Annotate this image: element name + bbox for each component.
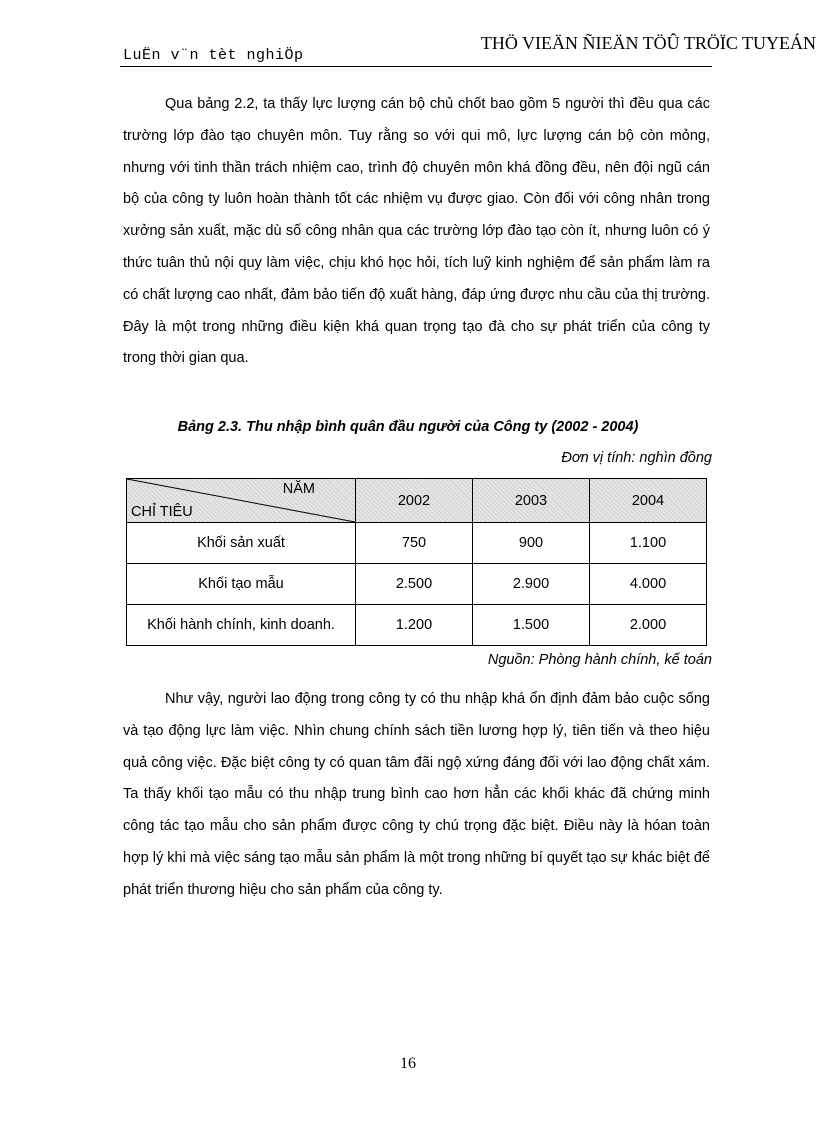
table-unit: Đơn vị tính: nghìn đồng: [561, 450, 712, 466]
page-number: 16: [400, 1055, 416, 1072]
table-cell: 1.500: [473, 605, 590, 646]
table-cell: 4.000: [590, 564, 707, 605]
year-header-2004: 2004: [590, 479, 707, 523]
table-cell: 2.900: [473, 564, 590, 605]
table-cell: 1.100: [590, 523, 707, 564]
table-cell: 2.500: [356, 564, 473, 605]
year-header-2002: 2002: [356, 479, 473, 523]
table-cell: 1.200: [356, 605, 473, 646]
paragraph-intro: Qua bảng 2.2, ta thấy lực lượng cán bộ chủ chốt bao gồm 5 người thì đều qua các trường lớp đào tạo chuyên môn. Tuy rằng so với qui mô, lực lượng cán bộ còn mỏng, nhưng với tinh thần trách nhiệm cao, trình độ chuyên môn khá đồng đều, nên đội ngũ cán bộ của công ty luôn hoàn thành tốt các nhiệm vụ được giao. Còn đối với công nhân trong xưởng sản xuất, mặc dù số công nhân qua các trường lớp đào tạo còn ít, nhưng luôn có ý thức tuân thủ nội quy làm việc, chịu khó học hỏi, tích luỹ kinh nghiệm để sản phẩm làm ra có chất lượng cao nhất, đảm bảo tiến độ xuất hàng, đáp ứng được nhu cầu của thị trường. Đây là một trong những điều kiện khá quan trọng tạo đà cho sự phát triển của công ty trong thời gian qua.: [123, 96, 710, 367]
row-label: Khối hành chính, kinh doanh.: [127, 605, 356, 646]
table-source: Nguồn: Phòng hành chính, kế toán: [487, 652, 712, 668]
table-cell: 750: [356, 523, 473, 564]
running-header-left: LuËn v¨n tèt nghiÖp: [123, 47, 304, 64]
corner-label-indicator: CHỈ TIÊU: [131, 504, 193, 520]
header-rule: [120, 66, 712, 67]
table-row: [127, 605, 707, 646]
table-corner-cell: [127, 479, 356, 523]
paragraph-conclusion: Như vậy, người lao động trong công ty có thu nhập khá ổn định đảm bảo cuộc sống và tạo động lực làm việc. Nhìn chung chính sách tiền lương hợp lý, tiên tiến và theo hiệu quả công việc. Đặc biệt công ty có quan tâm đãi ngộ xứng đáng đối với lao động chất xám. Ta thấy khối tạo mẫu có thu nhập trung bình cao hơn hẳn các khối khác đã chứng minh công tác tạo mẫu cho sản phẩm được công ty chú trọng đặc biệt. Điều này là hóan toàn hợp lý khi mà việc sáng tạo mẫu sản phẩm là một trong những bí quyết tạo sự khác biệt để phát triển thương hiệu cho sản phẩm của công ty.: [123, 691, 710, 898]
row-label: Khối tạo mẫu: [127, 564, 356, 605]
row-label: Khối sản xuất: [127, 523, 356, 564]
table-cell: 900: [473, 523, 590, 564]
table-row: [127, 523, 707, 564]
year-header-2003: 2003: [473, 479, 590, 523]
running-header-right: THÖ VIEÄN ÑIEÄN TÖÛ TRÖÏC TUYEÁN: [480, 33, 816, 53]
income-table: [126, 478, 707, 646]
table-cell: 2.000: [590, 605, 707, 646]
corner-label-year: NĂM: [282, 481, 315, 497]
table-caption: Bảng 2.3. Thu nhập bình quân đầu người của Công ty (2002 - 2004): [177, 419, 639, 435]
table-row: [127, 564, 707, 605]
table-header-row: [127, 479, 707, 523]
